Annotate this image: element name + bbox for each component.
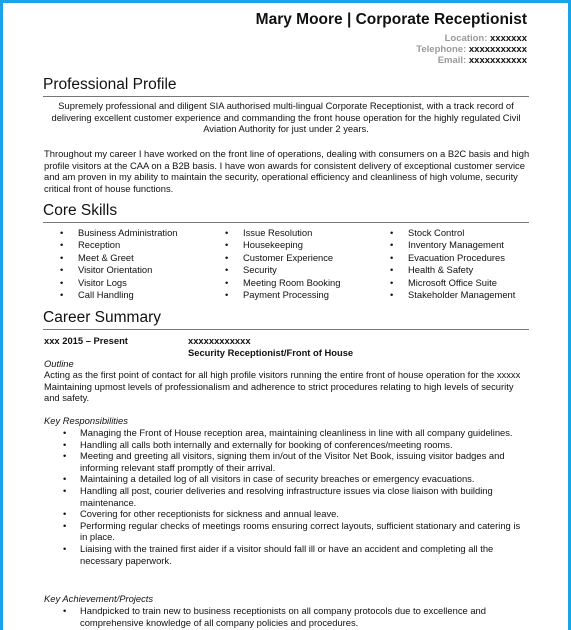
contact-email (438, 55, 527, 66)
skill-item: • Microsoft Office Suite (388, 277, 515, 289)
career-heading: Career Summary (43, 309, 161, 326)
skill-item: • Issue Resolution (223, 227, 340, 239)
list-item: • Handpicked to train new to business receptionists on all company protocols due to excellence and comprehensive knowledge of all company policies and procedures. (63, 605, 523, 628)
list-item: • Managing the Front of House reception area, maintaining cleanliness in line with all company guidelines. (63, 427, 523, 439)
list-item: • Handling all calls both internally and externally for booking of conferences/meeting rooms. (63, 439, 523, 451)
outline-label: Outline (44, 358, 74, 369)
skill-item: • Meeting Room Booking (223, 277, 340, 289)
skill-item: • Call Handling (58, 289, 178, 301)
achievements-list (63, 605, 523, 628)
skill-item: • Health & Safety (388, 264, 515, 276)
skill-item: • Business Administration (58, 227, 178, 239)
contact-telephone (416, 44, 527, 55)
contact-location (445, 33, 527, 44)
skill-item: • Meet & Greet (58, 252, 178, 264)
skill-item: • Payment Processing (223, 289, 340, 301)
skills-column-1 (58, 227, 178, 301)
location-label: Location: (444, 33, 488, 44)
achievements-label: Key Achievement/Projects (44, 593, 154, 604)
outline-text: Acting as the first point of contact for all high profile visitors running the entire front of house operation for the xxxxx Maintaining upmost levels of professionalism and adherence to strict procedures relating to high levels of security and safety. (44, 369, 521, 404)
skill-item: • Inventory Management (388, 239, 515, 251)
telephone-value: xxxxxxxxxxx (468, 44, 527, 55)
telephone-label: Telephone: (416, 44, 467, 55)
location-value: xxxxxxx (490, 33, 527, 44)
profile-divider (43, 96, 529, 97)
profile-heading: Professional Profile (43, 76, 177, 93)
skills-column-3 (388, 227, 515, 301)
responsibilities-list (63, 427, 523, 566)
job-role: Security Receptionist/Front of House (188, 347, 354, 358)
skill-item: • Evacuation Procedures (388, 252, 515, 264)
job-employer: xxxxxxxxxxxx (188, 335, 251, 346)
skill-item: • Visitor Orientation (58, 264, 178, 276)
candidate-name: Mary Moore | Corporate Receptionist (255, 11, 527, 28)
skills-divider (43, 222, 529, 223)
list-item: • Liaising with the trained first aider if a visitor should fall ill or have an accident and completing all the necessary paperwork. (63, 543, 523, 566)
list-item: • Performing regular checks of meetings rooms ensuring correct layouts, sufficient stationary and catering is in place. (63, 520, 523, 543)
profile-paragraph-2: Throughout my career I have worked on the front line of operations, dealing with consumers on a B2C basis and high profile visitors at the CAA on a B2B basis. I have won awards for consistent delivery of exceptional customer service and am proven in my ability to maintain the security, operational efficiency and cleanliness of high volume, security critical front of house functions. (44, 148, 530, 194)
responsibilities-label: Key Responsibilities (44, 415, 128, 426)
skills-heading: Core Skills (43, 202, 118, 219)
skill-item: • Security (223, 264, 340, 276)
email-value: xxxxxxxxxxx (468, 55, 527, 66)
email-label: Email: (437, 55, 467, 66)
list-item: • Maintaining a detailed log of all visitors in case of security breaches or emergency evacuations. (63, 473, 523, 485)
list-item: • Handling all post, courier deliveries and resolving infrastructure issues via close liaison with building maintenance. (63, 485, 523, 508)
job-dates: xxx 2015 – Present (44, 335, 128, 346)
skill-item: • Housekeeping (223, 239, 340, 251)
skill-item: • Reception (58, 239, 178, 251)
skill-item: • Stock Control (388, 227, 515, 239)
list-item: • Covering for other receptionists for sickness and annual leave. (63, 508, 523, 520)
skill-item: • Stakeholder Management (388, 289, 515, 301)
skill-item: • Customer Experience (223, 252, 340, 264)
list-item: • Meeting and greeting all visitors, signing them in/out of the Visitor Net Book, issuing visitor badges and informing relevant staff promptly of their arrival. (63, 450, 523, 473)
skills-column-2 (223, 227, 340, 301)
career-divider (43, 329, 529, 330)
profile-paragraph-1: Supremely professional and diligent SIA authorised multi-lingual Corporate Receptionist, with a track record of delivering excellent customer experience and commanding the front house operation for the highly regulated Civil Aviation Authority for just under 2 years. (51, 100, 521, 135)
skill-item: • Visitor Logs (58, 277, 178, 289)
